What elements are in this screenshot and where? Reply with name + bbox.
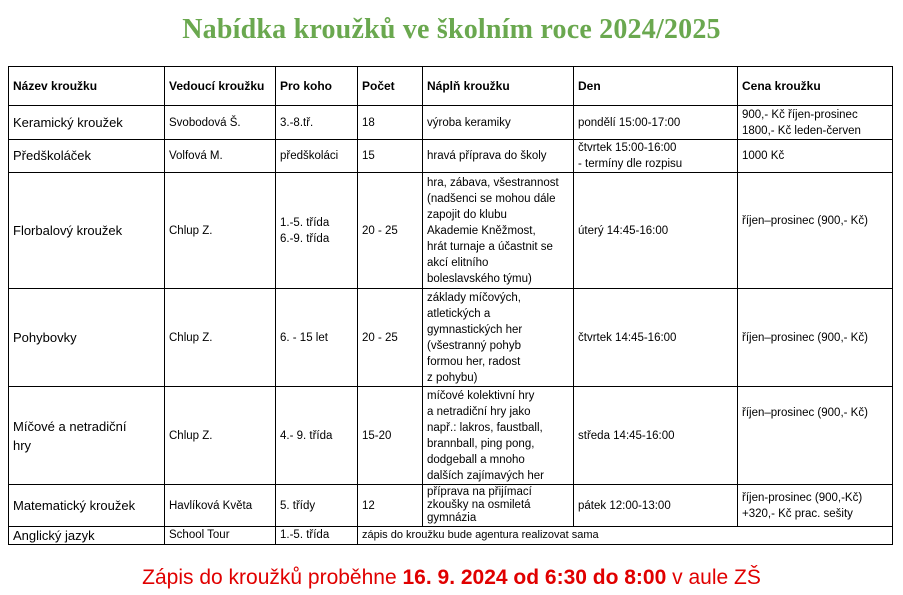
table-row	[9, 387, 893, 485]
club-name: Míčové a netradiční hry	[9, 387, 165, 485]
club-count: 18	[358, 106, 423, 140]
club-day: pátek 12:00-13:00	[574, 485, 738, 527]
club-name: Anglický jazyk	[9, 527, 165, 545]
club-leader: Volfová M.	[165, 140, 276, 173]
header-row	[9, 67, 893, 106]
club-day: pondělí 15:00-17:00	[574, 106, 738, 140]
header-day: Den	[574, 67, 738, 106]
club-content: příprava na přijímací zkoušky na osmiletá gymnázia	[423, 485, 574, 527]
club-leader: Havlíková Květa	[165, 485, 276, 527]
table-row	[9, 140, 893, 173]
club-for-whom: 1.-5. třída	[276, 527, 358, 545]
club-leader: Chlup Z.	[165, 387, 276, 485]
club-count: 15	[358, 140, 423, 173]
footer-suffix: v aule ZŠ	[666, 566, 761, 589]
club-leader: Svobodová Š.	[165, 106, 276, 140]
header-for-whom: Pro koho	[276, 67, 358, 106]
club-leader: Chlup Z.	[165, 289, 276, 387]
club-for-whom: 6. - 15 let	[276, 289, 358, 387]
club-day: čtvrtek 15:00-16:00 - termíny dle rozpisu	[574, 140, 738, 173]
club-content: hravá příprava do školy	[423, 140, 574, 173]
club-name: Keramický kroužek	[9, 106, 165, 140]
club-count: 20 - 25	[358, 173, 423, 289]
club-content: výroba keramiky	[423, 106, 574, 140]
table-row	[9, 106, 893, 140]
footer-prefix: Zápis do kroužků proběhne	[142, 566, 403, 589]
club-name: Předškoláček	[9, 140, 165, 173]
header-count: Počet	[358, 67, 423, 106]
header-content: Náplň kroužku	[423, 67, 574, 106]
club-content: základy míčových, atletických a gymnastických her (všestranný pohyb formou her, radost z pohybu)	[423, 289, 574, 387]
page-title: Nabídka kroužků ve školním roce 2024/2025	[182, 14, 721, 45]
table-row	[9, 485, 893, 527]
registration-note: zápis do kroužku bude agentura realizovat sama	[358, 527, 893, 545]
club-for-whom: předškoláci	[276, 140, 358, 173]
club-price: říjen–prosinec (900,- Kč)	[738, 289, 893, 387]
club-name: Pohybovky	[9, 289, 165, 387]
clubs-table	[8, 66, 893, 545]
header-name: Název kroužku	[9, 67, 165, 106]
table-row	[9, 173, 893, 289]
club-name: Florbalový kroužek	[9, 173, 165, 289]
club-for-whom: 4.- 9. třída	[276, 387, 358, 485]
table-row	[9, 289, 893, 387]
footer-date-time: 16. 9. 2024 od 6:30 do 8:00	[402, 566, 667, 589]
header-price: Cena kroužku	[738, 67, 893, 106]
club-price: říjen–prosinec (900,- Kč)	[738, 173, 893, 289]
club-day: čtvrtek 14:45-16:00	[574, 289, 738, 387]
club-for-whom: 5. třídy	[276, 485, 358, 527]
club-for-whom: 3.-8.tř.	[276, 106, 358, 140]
club-leader: Chlup Z.	[165, 173, 276, 289]
club-name: Matematický kroužek	[9, 485, 165, 527]
table-row	[9, 527, 893, 545]
club-content: hra, zábava, všestrannost (nadšenci se mohou dále zapojit do klubu Akademie Kněžmost, hrát turnaje a účastnit se akcí elitního boleslavského týmu)	[423, 173, 574, 289]
registration-footer	[0, 566, 903, 590]
club-price: říjen-prosinec (900,-Kč) +320,- Kč prac. sešity	[738, 485, 893, 527]
club-content: míčové kolektivní hry a netradiční hry jako např.: lakros, faustball, brannball, ping pong, dodgeball a mnoho dalších zajímavých her	[423, 387, 574, 485]
header-leader: Vedoucí kroužku	[165, 67, 276, 106]
club-count: 12	[358, 485, 423, 527]
club-price: 1000 Kč	[738, 140, 893, 173]
club-price: říjen–prosinec (900,- Kč)	[738, 387, 893, 485]
club-leader: School Tour	[165, 527, 276, 545]
club-for-whom: 1.-5. třída 6.-9. třída	[276, 173, 358, 289]
club-day: úterý 14:45-16:00	[574, 173, 738, 289]
club-price: 900,- Kč říjen-prosinec 1800,- Kč leden-červen	[738, 106, 893, 140]
club-count: 15-20	[358, 387, 423, 485]
club-day: středa 14:45-16:00	[574, 387, 738, 485]
club-count: 20 - 25	[358, 289, 423, 387]
